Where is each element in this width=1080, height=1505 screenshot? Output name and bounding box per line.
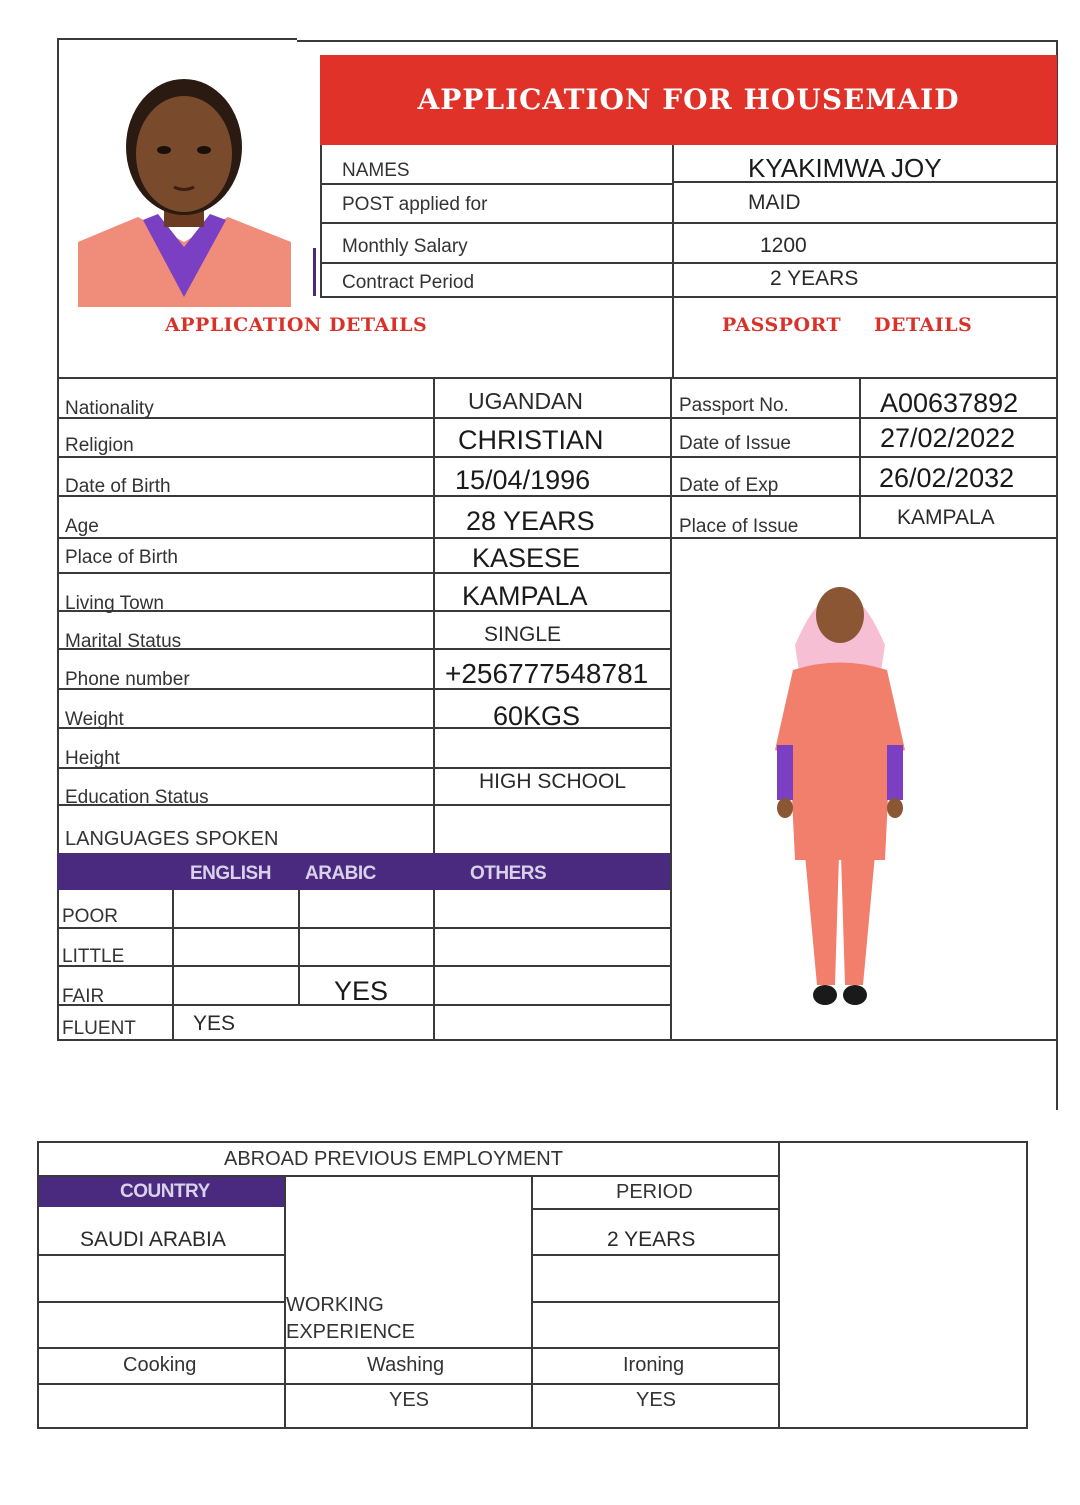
names-label: NAMES [342,160,410,181]
lang-row-line [57,927,670,929]
dob-value: 15/04/1996 [455,465,591,495]
nationality-value: UGANDAN [468,388,584,414]
emp-row-line [37,1254,286,1256]
dob-label: Date of Birth [65,476,171,497]
emp-right [1026,1141,1028,1429]
level-fluent: FLUENT [62,1018,136,1039]
working-experience-line2: EXPERIENCE [286,1321,415,1343]
date-of-issue-value: 27/02/2022 [880,423,1016,453]
lang-row-line [57,965,670,967]
weight-label: Weight [65,709,124,730]
passport-no-label: Passport No. [679,395,789,416]
education-value: HIGH SCHOOL [479,770,627,793]
passport-row-line [672,456,1057,458]
phone-label: Phone number [65,669,190,690]
arabic-fair-value: YES [334,976,389,1006]
lang-vline-2 [298,890,300,1005]
headshot-photo [78,42,291,307]
arabic-header: ARABIC [305,863,376,884]
skill-washing-value: YES [389,1389,430,1411]
english-header: ENGLISH [190,863,271,884]
country-header: COUNTRY [120,1181,210,1202]
top-table-mid [672,145,674,377]
level-poor: POOR [62,906,118,927]
full-body-photo [755,560,925,1015]
working-experience-line1: WORKING [286,1294,384,1316]
level-little: LITTLE [62,946,125,967]
passport-heading-word2: DETAILS [874,314,973,336]
emp-row-line [531,1208,780,1210]
emp-vline-3 [778,1141,780,1429]
level-fair: FAIR [62,986,105,1007]
frame-left [57,38,59,1041]
age-value: 28 YEARS [466,506,595,536]
lang-row-line [57,1039,1057,1041]
top-row-line-4 [320,296,1057,298]
frame-top-left [57,38,297,40]
place-of-birth-value: KASESE [472,543,581,573]
skill-ironing-value: YES [636,1389,677,1411]
marital-status-label: Marital Status [65,631,182,652]
app-table-right [670,377,672,1040]
place-of-issue-label: Place of Issue [679,516,799,537]
app-row-line [57,537,670,539]
passport-no-value: A00637892 [880,388,1019,418]
post-label: POST applied for [342,194,488,215]
religion-value: CHRISTIAN [458,425,604,455]
app-row-line [57,456,670,458]
marital-status-value: SINGLE [484,623,562,646]
languages-title: LANGUAGES SPOKEN [65,828,279,850]
frame-right [1056,40,1058,1110]
title-banner [320,55,1057,145]
app-row-line [57,767,670,769]
living-town-value: KAMPALA [462,581,588,611]
english-fluent-value: YES [193,1012,236,1035]
frame-top-right [297,40,1057,42]
skill-washing: Washing [367,1354,445,1376]
top-table-left [320,145,322,297]
salary-value: 1200 [760,234,807,257]
application-details-heading: APPLICATION DETAILS [165,314,428,336]
form-title: APPLICATION FOR HOUSEMAID [417,83,960,116]
emp-top [37,1141,1028,1143]
emp-row-line [531,1254,780,1256]
age-label: Age [65,516,99,537]
employment-title: ABROAD PREVIOUS EMPLOYMENT [224,1148,563,1170]
contract-value: 2 YEARS [770,267,859,290]
country-value: SAUDI ARABIA [80,1228,226,1251]
others-header: OTHERS [470,863,547,884]
top-row-line-1 [320,183,672,185]
names-value: KYAKIMWA JOY [748,153,942,183]
period-value: 2 YEARS [607,1228,696,1251]
emp-row-line [37,1347,780,1349]
app-table-vline [433,377,435,855]
height-label: Height [65,748,120,769]
top-row-line-2 [320,222,1057,224]
skill-cooking: Cooking [123,1354,197,1376]
emp-row-line [37,1301,286,1303]
emp-row-line [37,1383,780,1385]
salary-label: Monthly Salary [342,236,468,257]
date-of-issue-label: Date of Issue [679,433,791,454]
date-of-exp-label: Date of Exp [679,475,779,496]
post-value: MAID [748,191,801,214]
living-town-label: Living Town [65,593,164,614]
education-label: Education Status [65,787,209,808]
passport-heading-word1: PASSPORT [722,314,842,336]
period-header: PERIOD [616,1181,693,1203]
emp-row-line [531,1301,780,1303]
photo-side-line [313,248,316,296]
date-of-exp-value: 26/02/2032 [879,463,1015,493]
place-of-issue-value: KAMPALA [897,506,995,529]
top-row-line-3 [320,262,1057,264]
phone-value: +256777548781 [445,658,649,689]
religion-label: Religion [65,435,134,456]
app-table-top [57,377,1057,379]
weight-value: 60KGS [493,701,581,731]
place-of-birth-label: Place of Birth [65,547,178,568]
skill-ironing: Ironing [623,1354,685,1376]
nationality-label: Nationality [65,398,154,419]
contract-label: Contract Period [342,272,475,293]
